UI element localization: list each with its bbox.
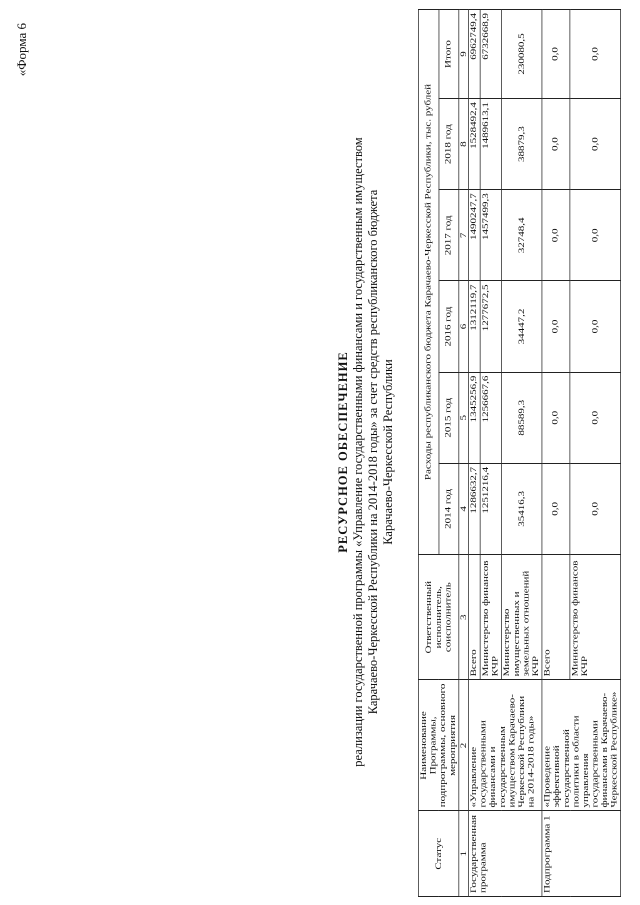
index-cell: 6 bbox=[459, 281, 469, 372]
value-cell: 230080,5 bbox=[501, 10, 541, 99]
status-cell: Подпрограмма 1 bbox=[542, 811, 621, 897]
value-cell: 0,0 bbox=[542, 10, 570, 99]
index-cell: 4 bbox=[459, 463, 469, 554]
value-cell: 0,0 bbox=[570, 281, 621, 372]
value-cell: 34447,2 bbox=[501, 281, 541, 372]
value-cell: 0,0 bbox=[542, 190, 570, 281]
table-row bbox=[468, 10, 480, 897]
value-cell: 1251216,4 bbox=[480, 463, 501, 554]
value-cell: 1528492,4 bbox=[468, 99, 480, 190]
responsible-cell: Всего bbox=[468, 555, 480, 680]
document-page bbox=[6, 7, 626, 897]
header-year-2016: 2016 год bbox=[439, 281, 459, 372]
index-cell: 1 bbox=[459, 811, 469, 897]
document-title: РЕСУРСНОЕ ОБЕСПЕЧЕНИЕ bbox=[336, 351, 350, 553]
value-cell: 0,0 bbox=[570, 10, 621, 99]
status-cell: Государственная программа bbox=[468, 811, 542, 897]
subprogram-name-cell: «Проведение эффективной государственной политики в области управления государственными финансами в Карачаево-Черкесской Республике» bbox=[542, 680, 621, 811]
value-cell: 0,0 bbox=[570, 372, 621, 463]
value-cell: 0,0 bbox=[570, 190, 621, 281]
index-cell: 9 bbox=[459, 10, 469, 99]
value-cell: 88589,3 bbox=[501, 372, 541, 463]
heading-line-1: реализации государственной программы «Управление государственными финансами и государственным имуществом bbox=[351, 137, 365, 767]
value-cell: 6732668,9 bbox=[480, 10, 501, 99]
document-heading bbox=[336, 7, 396, 897]
index-cell: 2 bbox=[459, 680, 469, 811]
header-year-2014: 2014 год bbox=[439, 463, 459, 554]
index-cell: 5 bbox=[459, 372, 469, 463]
heading-line-3: Карачаево-Черкесской Республики bbox=[381, 359, 395, 545]
header-status: Статус bbox=[418, 811, 458, 897]
header-year-2015: 2015 год bbox=[439, 372, 459, 463]
responsible-cell: Министерство имущественных и земельных отношений КЧР bbox=[501, 555, 541, 680]
index-cell: 3 bbox=[459, 555, 469, 680]
value-cell: 38879,3 bbox=[501, 99, 541, 190]
value-cell: 1277672,5 bbox=[480, 281, 501, 372]
index-cell: 8 bbox=[459, 99, 469, 190]
value-cell: 32748,4 bbox=[501, 190, 541, 281]
value-cell: 0,0 bbox=[542, 99, 570, 190]
index-row bbox=[459, 10, 469, 897]
heading-line-2: Карачаево-Черкесской Республики на 2014-2018 годы» за счет средств республиканского бюджета bbox=[366, 189, 380, 715]
header-total: Итого bbox=[439, 10, 459, 99]
header-responsible: Ответственный исполнитель, соисполнитель bbox=[418, 555, 458, 680]
index-cell: 7 bbox=[459, 190, 469, 281]
value-cell: 35416,3 bbox=[501, 463, 541, 554]
value-cell: 1286632,7 bbox=[468, 463, 480, 554]
resource-table-wrapper bbox=[418, 9, 621, 897]
table-row bbox=[542, 10, 570, 897]
form-label: «Форма 6 bbox=[14, 23, 29, 77]
value-cell: 1490247,7 bbox=[468, 190, 480, 281]
header-year-2018: 2018 год bbox=[439, 99, 459, 190]
responsible-cell: Министерство финансов КЧР bbox=[480, 555, 501, 680]
value-cell: 1256667,6 bbox=[480, 372, 501, 463]
value-cell: 0,0 bbox=[570, 463, 621, 554]
value-cell: 0,0 bbox=[542, 463, 570, 554]
value-cell: 0,0 bbox=[570, 99, 621, 190]
value-cell: 6962749,4 bbox=[468, 10, 480, 99]
value-cell: 0,0 bbox=[542, 281, 570, 372]
program-name-cell: «Управление государственными финансами и государственным имуществом Карачаево-Черкесской Республики на 2014-2018 годы» bbox=[468, 680, 542, 811]
value-cell: 0,0 bbox=[542, 372, 570, 463]
header-year-2017: 2017 год bbox=[439, 190, 459, 281]
value-cell: 1489613,1 bbox=[480, 99, 501, 190]
value-cell: 1345256,9 bbox=[468, 372, 480, 463]
header-name: Наименование Программы, подпрограммы, основного мероприятия bbox=[418, 680, 458, 811]
responsible-cell: Всего bbox=[542, 555, 570, 680]
header-row-1 bbox=[418, 10, 438, 897]
responsible-cell: Министерство финансов КЧР bbox=[570, 555, 621, 680]
value-cell: 1312119,7 bbox=[468, 281, 480, 372]
header-expenses-group: Расходы республиканского бюджета Карачаево-Черкесской Республики, тыс. рублей bbox=[418, 10, 438, 555]
value-cell: 1457499,3 bbox=[480, 190, 501, 281]
resource-table bbox=[418, 9, 621, 897]
